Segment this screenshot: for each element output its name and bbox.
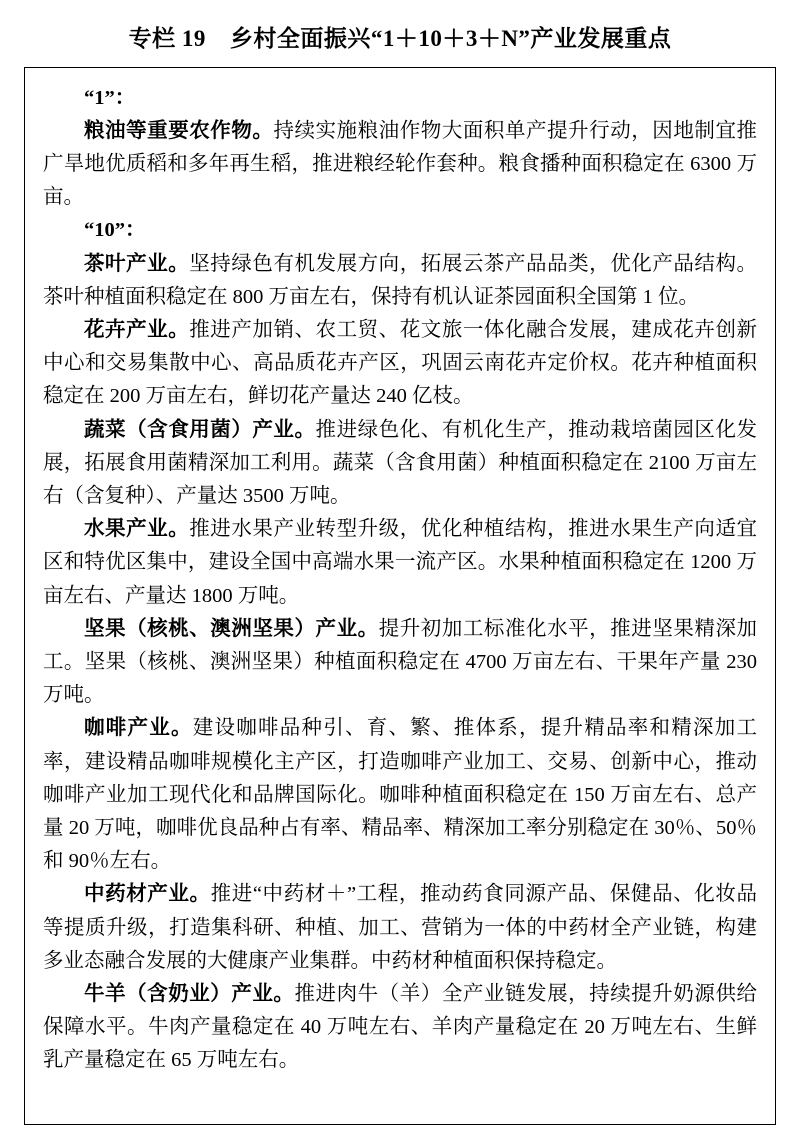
section-body: 建设咖啡品种引、育、繁、推体系，提升精品率和精深加工率，建设精品咖啡规模化主产区，打造咖啡产业加工、交易、创新中心，推动咖啡产业加工现代化和品牌国际化。咖啡种植面积稳定在 150 万亩左右、总产量 20 万吨，咖啡优良品种占有率、精品率、精深加工率分别稳定在 30％、50％和 90％左右。 <box>43 717 757 873</box>
section-body: 推进产加销、农工贸、花文旅一体化融合发展，建成花卉创新中心和交易集散中心、高品质花卉产区，巩固云南花卉定价权。花卉种植面积稳定在 200 万亩左右，鲜切花产量达 240 亿枝。 <box>43 318 758 408</box>
section-body: 坚持绿色有机发展方向，拓展云茶产品品类，优化产品结构。茶叶种植面积稳定在 800 万亩左右，保持有机认证茶园面积全国第 1 位。 <box>43 252 758 308</box>
section-paragraph-grain <box>43 115 757 215</box>
section-paragraph-fruit <box>43 513 757 613</box>
section-lead: 粮油等重要农作物。 <box>84 119 274 142</box>
section-lead: 茶叶产业。 <box>84 252 190 275</box>
section-lead: 花卉产业。 <box>84 318 190 341</box>
section-paragraph-flowers <box>43 314 757 414</box>
section-body: 推进“中药材＋”工程，推动药食同源产品、保健品、化妆品等提质升级，打造集科研、种植、加工、营销为一体的中药材全产业链，构建多业态融合发展的大健康产业集群。中药材种植面积保持稳定。 <box>43 883 757 972</box>
box-title-prefix: 专栏 19 <box>128 26 206 51</box>
box-title-main: 乡村全面振兴“1＋10＋3＋N”产业发展重点 <box>229 26 672 51</box>
section-lead: 中药材产业。 <box>84 883 211 906</box>
section-label: “10”： <box>84 219 146 242</box>
section-lead: 牛羊（含奶业）产业。 <box>84 982 295 1005</box>
section-body: 推进水果产业转型升级，优化种植结构，推进水果生产向适宜区和特优区集中，建设全国中高端水果一流产区。水果种植面积稳定在 1200 万亩左右、产量达 1800 万吨。 <box>43 518 758 607</box>
section-paragraph-vegetables <box>43 414 757 514</box>
section-heading-10 <box>43 214 757 247</box>
section-heading-1 <box>43 82 757 115</box>
section-paragraph-livestock <box>43 978 757 1078</box>
page-title <box>24 18 776 67</box>
section-paragraph-coffee <box>43 712 757 878</box>
section-paragraph-herbs <box>43 878 757 978</box>
section-body: 推进肉牛（羊）全产业链发展，持续提升奶源供给保障水平。牛肉产量稳定在 40 万吨左右、羊肉产量稳定在 20 万吨左右、生鲜乳产量稳定在 65 万吨左右。 <box>43 982 757 1072</box>
section-label: “1”： <box>84 86 136 109</box>
section-lead: 咖啡产业。 <box>84 717 193 740</box>
section-paragraph-nuts <box>43 613 757 713</box>
section-body: 推进绿色化、有机化生产，推动栽培菌园区化发展，拓展食用菌精深加工利用。蔬菜（含食用菌）种植面积稳定在 2100 万亩左右（含复种）、产量达 3500 万吨。 <box>43 418 758 507</box>
section-lead: 水果产业。 <box>84 518 190 541</box>
content-frame <box>24 67 776 1125</box>
section-body: 提升初加工标准化水平，推进坚果精深加工。坚果（核桃、澳洲坚果）种植面积稳定在 4700 万亩左右、干果年产量 230 万吨。 <box>43 617 758 707</box>
section-lead: 坚果（核桃、澳洲坚果）产业。 <box>84 617 379 640</box>
section-body: 持续实施粮油作物大面积单产提升行动，因地制宜推广旱地优质稻和多年再生稻，推进粮经轮作套种。粮食播种面积稳定在 6300 万亩。 <box>43 119 758 209</box>
section-paragraph-tea <box>43 248 757 314</box>
section-lead: 蔬菜（含食用菌）产业。 <box>84 418 316 441</box>
